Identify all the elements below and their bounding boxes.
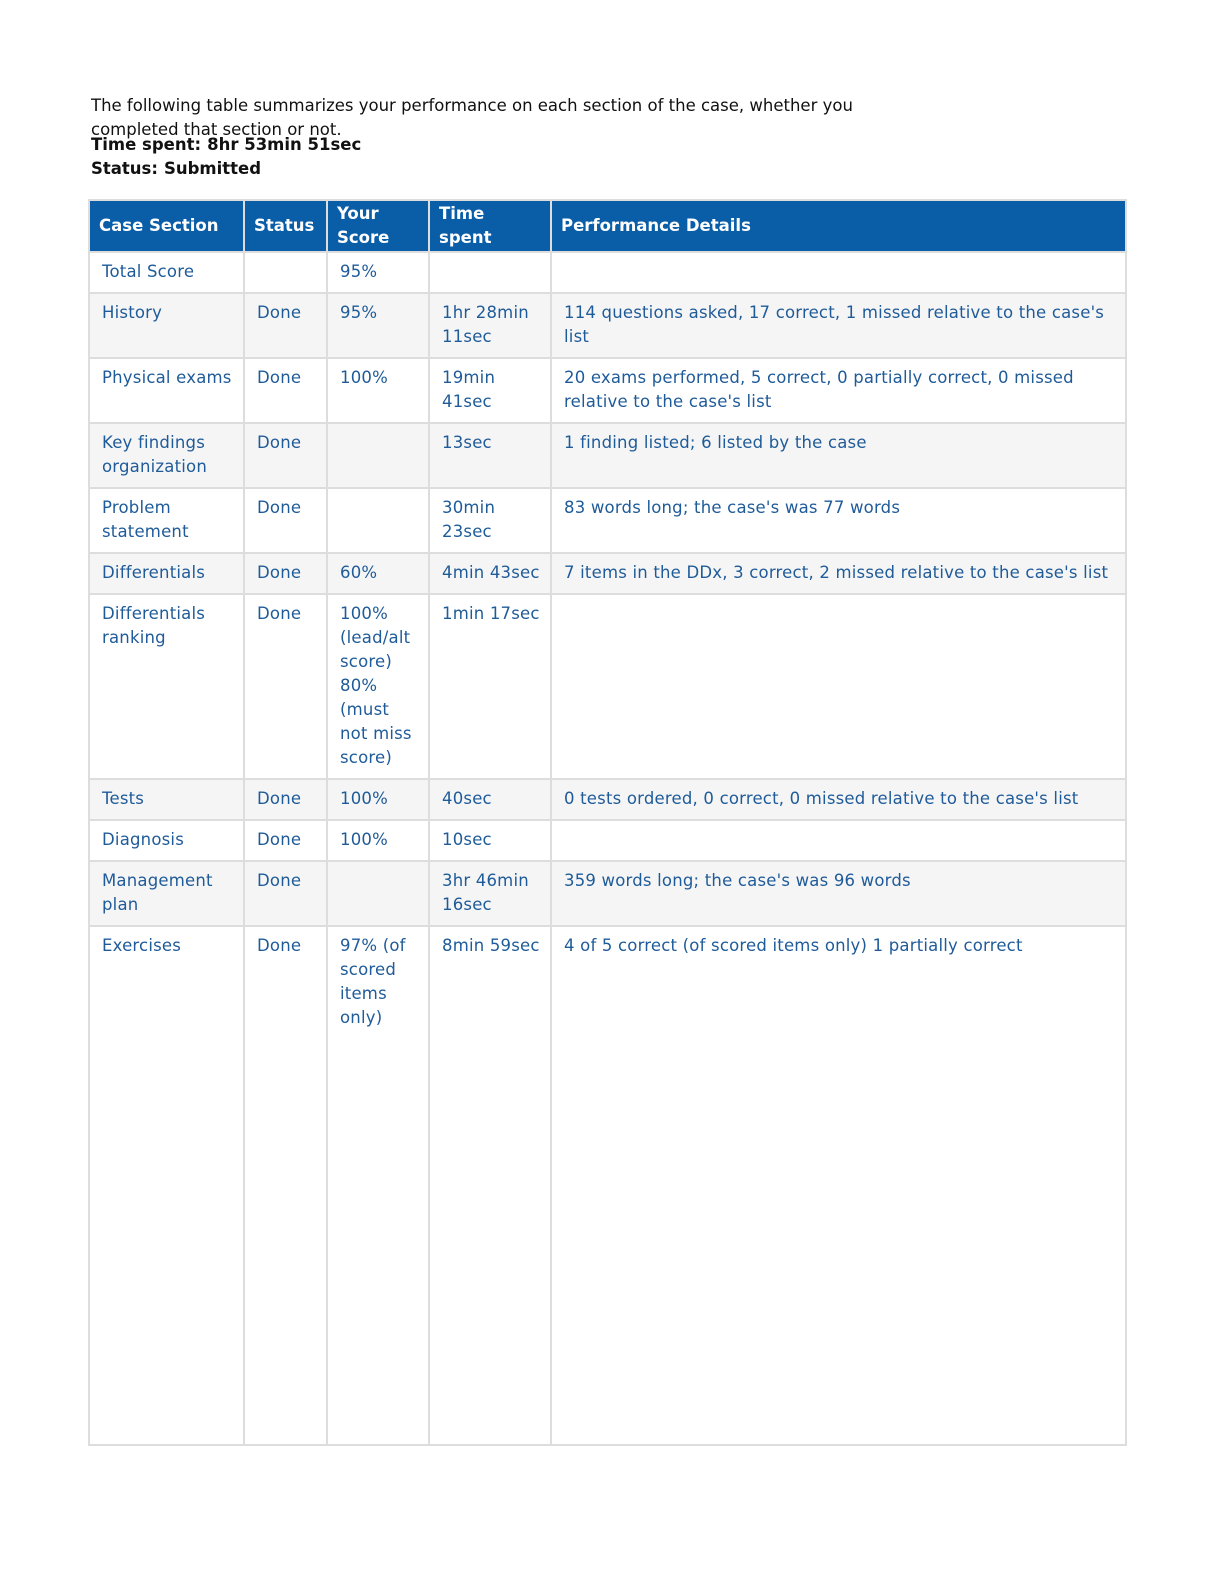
- row-score: [327, 488, 429, 553]
- row-section: Diagnosis: [89, 820, 244, 861]
- time-spent-line: [91, 133, 361, 157]
- time-spent-value: 8hr 53min 51sec: [207, 135, 362, 154]
- row-section: Tests: [89, 779, 244, 820]
- table-row: [89, 594, 1126, 779]
- table-row: [89, 820, 1126, 861]
- row-details: 359 words long; the case's was 96 words: [551, 861, 1126, 926]
- row-time: 1min 17sec: [429, 594, 551, 779]
- row-status: Done: [244, 861, 327, 926]
- row-status: Done: [244, 820, 327, 861]
- intro-text: The following table summarizes your performance on each section of the case, whether you completed that section or not.: [91, 95, 853, 139]
- performance-table: [88, 199, 1127, 1446]
- row-score: 95%: [327, 293, 429, 358]
- row-status: Done: [244, 926, 327, 1445]
- table-row: [89, 861, 1126, 926]
- row-details: 114 questions asked, 17 correct, 1 missed relative to the case's list: [551, 293, 1126, 358]
- row-score: 100%: [327, 779, 429, 820]
- row-section: Differentials ranking: [89, 594, 244, 779]
- row-details: 4 of 5 correct (of scored items only) 1 partially correct: [551, 926, 1126, 1445]
- status-label: Status:: [91, 159, 158, 178]
- header-time-spent: Time spent: [429, 200, 551, 252]
- row-time: 40sec: [429, 779, 551, 820]
- row-time: 10sec: [429, 820, 551, 861]
- row-details: 83 words long; the case's was 77 words: [551, 488, 1126, 553]
- row-details: 7 items in the DDx, 3 correct, 2 missed relative to the case's list: [551, 553, 1126, 594]
- row-time: [429, 252, 551, 293]
- row-score: 97% (of scored items only): [327, 926, 429, 1445]
- status-value: Submitted: [163, 159, 262, 178]
- header-your-score: Your Score: [327, 200, 429, 252]
- row-section: Total Score: [89, 252, 244, 293]
- time-spent-label: Time spent:: [91, 135, 202, 154]
- row-status: Done: [244, 779, 327, 820]
- header-performance-details: Performance Details: [551, 200, 1126, 252]
- row-status: Done: [244, 488, 327, 553]
- row-time: 8min 59sec: [429, 926, 551, 1445]
- row-time: 13sec: [429, 423, 551, 488]
- table-row: [89, 553, 1126, 594]
- row-status: [244, 252, 327, 293]
- table-row: [89, 293, 1126, 358]
- row-score: [327, 861, 429, 926]
- row-status: Done: [244, 358, 327, 423]
- row-details: 0 tests ordered, 0 correct, 0 missed relative to the case's list: [551, 779, 1126, 820]
- row-time: 4min 43sec: [429, 553, 551, 594]
- status-line: [91, 157, 361, 181]
- table-row: [89, 779, 1126, 820]
- row-details: 1 finding listed; 6 listed by the case: [551, 423, 1126, 488]
- table-row: [89, 252, 1126, 293]
- row-status: Done: [244, 423, 327, 488]
- row-details: [551, 820, 1126, 861]
- summary-meta: [91, 133, 361, 181]
- row-section: Key findings organization: [89, 423, 244, 488]
- row-score: 100%: [327, 820, 429, 861]
- table-row: [89, 926, 1126, 1445]
- row-section: Problem statement: [89, 488, 244, 553]
- table-row: [89, 358, 1126, 423]
- row-details: [551, 594, 1126, 779]
- table-header-row: [89, 200, 1126, 252]
- row-details: [551, 252, 1126, 293]
- row-score: 95%: [327, 252, 429, 293]
- header-case-section: Case Section: [89, 200, 244, 252]
- row-section: Differentials: [89, 553, 244, 594]
- table-row: [89, 488, 1126, 553]
- row-status: Done: [244, 293, 327, 358]
- row-section: History: [89, 293, 244, 358]
- table-row: [89, 423, 1126, 488]
- row-time: 30min 23sec: [429, 488, 551, 553]
- row-section: Exercises: [89, 926, 244, 1445]
- row-score: 100%: [327, 358, 429, 423]
- row-time: 1hr 28min 11sec: [429, 293, 551, 358]
- row-time: 3hr 46min 16sec: [429, 861, 551, 926]
- row-time: 19min 41sec: [429, 358, 551, 423]
- row-score: 60%: [327, 553, 429, 594]
- row-score: 100% (lead/alt score) 80% (must not miss score): [327, 594, 429, 779]
- row-status: Done: [244, 594, 327, 779]
- header-status: Status: [244, 200, 327, 252]
- row-section: Management plan: [89, 861, 244, 926]
- row-details: 20 exams performed, 5 correct, 0 partially correct, 0 missed relative to the case's list: [551, 358, 1126, 423]
- row-section: Physical exams: [89, 358, 244, 423]
- row-status: Done: [244, 553, 327, 594]
- row-score: [327, 423, 429, 488]
